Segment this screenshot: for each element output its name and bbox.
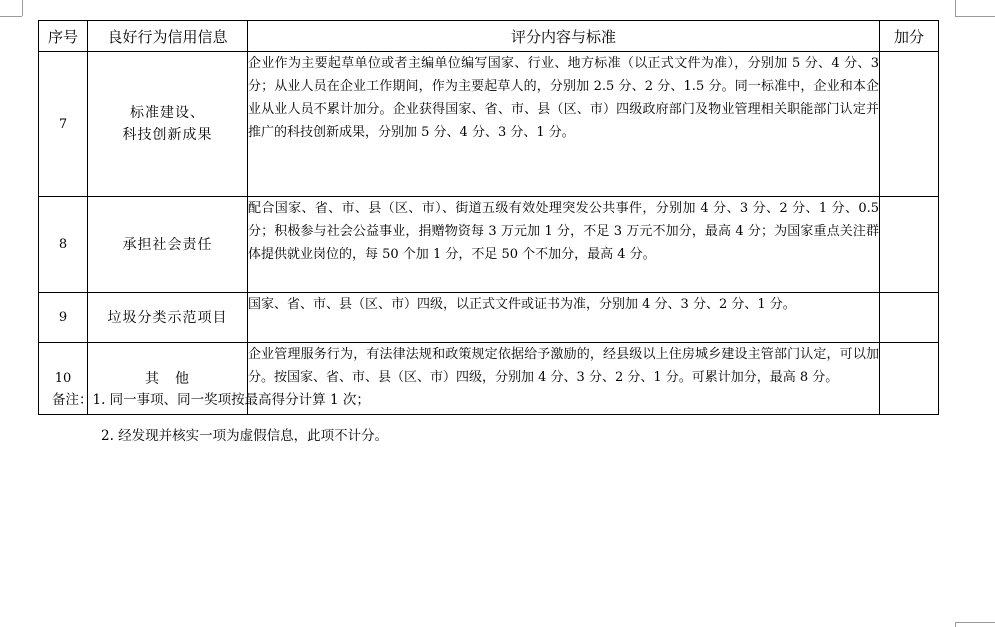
note-line-2: 2. 经发现并核实一项为虚假信息，此项不计分。 — [101, 428, 389, 444]
row-bonus — [880, 293, 939, 343]
crop-mark-bottom-right-h — [955, 622, 995, 623]
row-bonus — [880, 52, 939, 197]
row-behavior — [88, 52, 248, 197]
table-row — [39, 293, 939, 343]
row-criteria: 配合国家、省、市、县（区、市）、街道五级有效处理突发公共事件，分别加 4 分、3 分、2 分、1 分、0.5 分；积极参与社会公益事业，捐赠物资每 3 万元加 1 分，不足 3 万元不加分，最高 4 分；为国家重点关注群体提供就业岗位的，每 50 个加 1 分，不足 50 个不加分，最高 4 分。 — [248, 197, 880, 293]
header-bonus: 加分 — [880, 21, 939, 52]
row-criteria: 国家、省、市、县（区、市）四级，以正式文件或证书为准，分别加 4 分、3 分、2 分、1 分。 — [248, 293, 880, 343]
table-row — [39, 52, 939, 197]
row-num: 9 — [39, 293, 88, 343]
row-behavior-line: 垃圾分类示范项目 — [107, 309, 228, 326]
row-num: 10 — [39, 343, 88, 415]
row-criteria: 企业作为主要起草单位或者主编单位编写国家、行业、地方标准（以正式文件为准），分别加 5 分、4 分、3 分；从业人员在企业工作期间，作为主要起草人的，分别加 2.5 分、2 分、1.5 分。同一标准中，企业和本企业从业人员不累计加分。企业获得国家、省、市、县（区、市）四级政府部门及物业管理相关职能部门认定并推广的科技创新成果，分别加 5 分、4 分、3 分、1 分。 — [248, 52, 880, 197]
table-header-row — [39, 21, 939, 52]
row-bonus — [880, 343, 939, 415]
row-behavior-line: 承担社会责任 — [122, 236, 213, 253]
row-behavior — [88, 293, 248, 343]
crop-mark-top-right-h — [955, 16, 995, 17]
row-num: 8 — [39, 197, 88, 293]
header-num: 序号 — [39, 21, 88, 52]
crop-mark-top-right-v — [955, 0, 956, 16]
row-behavior-line: 标准建设、 — [130, 105, 205, 121]
row-bonus — [880, 197, 939, 293]
header-behavior: 良好行为信用信息 — [88, 21, 248, 52]
note-line-1: 备注：1. 同一事项、同一奖项按最高得分计算 1 次； — [52, 392, 370, 408]
crop-mark-bottom-right-v — [955, 622, 956, 627]
row-behavior — [88, 197, 248, 293]
row-behavior-line: 其 他 — [145, 370, 190, 387]
row-behavior-line: 科技创新成果 — [122, 127, 213, 143]
crop-mark-top-left-v — [22, 0, 23, 16]
header-criteria: 评分内容与标准 — [248, 21, 880, 52]
crop-mark-top-left-h — [0, 16, 22, 17]
table-row — [39, 197, 939, 293]
row-num: 7 — [39, 52, 88, 197]
credit-scoring-table — [38, 20, 939, 415]
row-criteria: 企业管理服务行为，有法律法规和政策规定依据给予激励的，经县级以上住房城乡建设主管部门认定，可以加分。按国家、省、市、县（区、市）四级，分别加 4 分、3 分、2 分、1 分。可累计加分，最高 8 分。 — [248, 343, 880, 415]
